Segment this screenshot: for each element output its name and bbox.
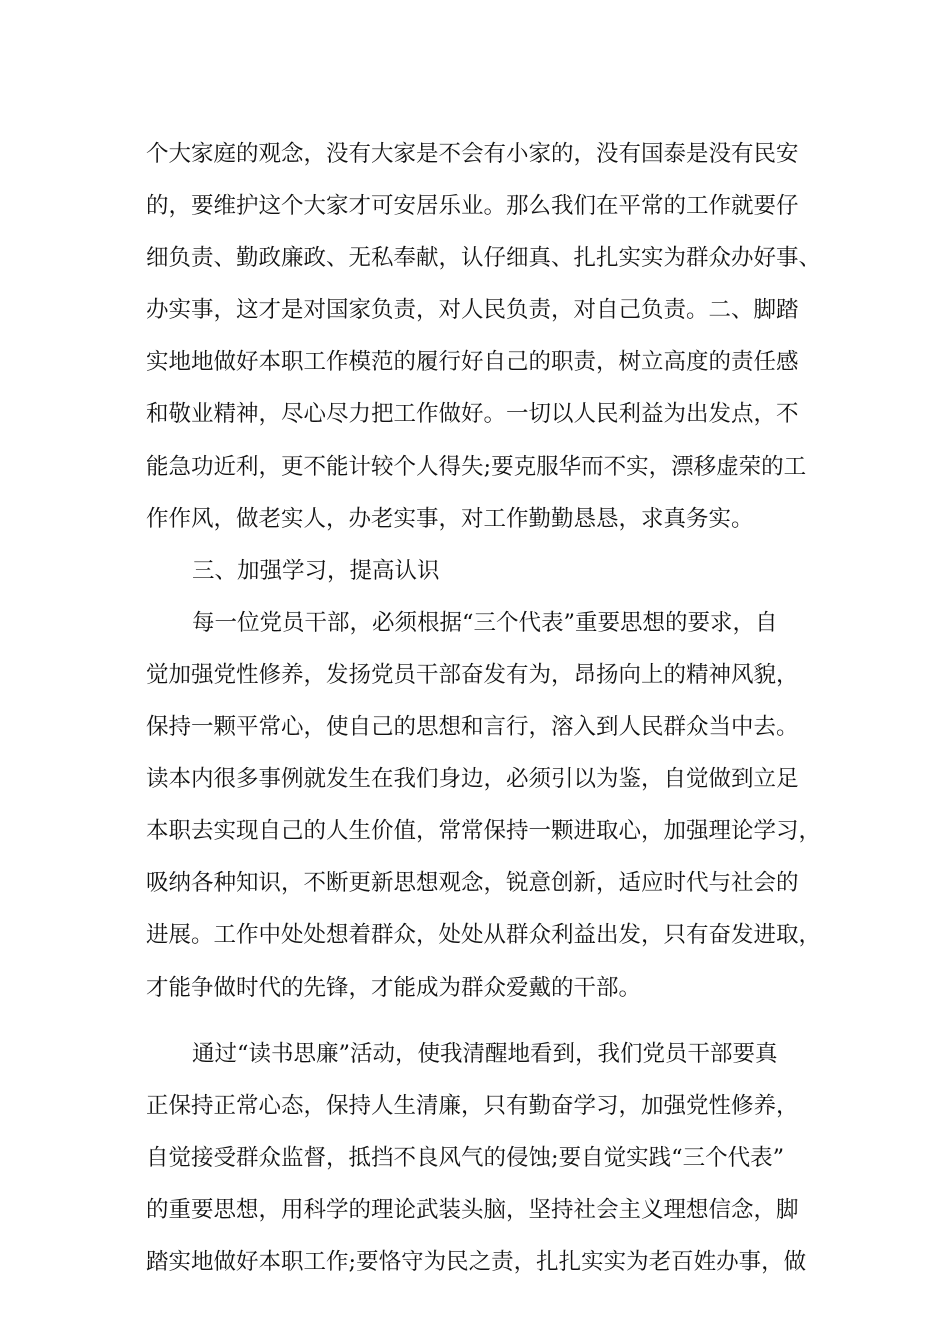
text-line: 保持一颗平常心，使自己的思想和言行，溶入到人民群众当中去。 xyxy=(146,714,799,741)
text-line: 的重要思想，用科学的理论武装头脑，坚持社会主义理想信念，脚 xyxy=(146,1196,799,1223)
text-line: 和敬业精神，尽心尽力把工作做好。一切以人民利益为出发点，不 xyxy=(146,401,799,428)
text-line: 作作风，做老实人，办老实事，对工作勤勤恳恳，求真务实。 xyxy=(146,505,754,532)
text-line: 的，要维护这个大家才可安居乐业。那么我们在平常的工作就要仔 xyxy=(146,193,799,220)
paragraph-1 xyxy=(146,128,836,545)
text-line: 实地地做好本职工作模范的履行好自己的职责，树立高度的责任感 xyxy=(146,349,799,376)
section-heading xyxy=(146,545,836,597)
text-line: 个大家庭的观念，没有大家是不会有小家的，没有国泰是没有民安 xyxy=(146,141,799,167)
paragraph-gap xyxy=(146,1014,836,1028)
paragraph-3 xyxy=(146,1028,836,1288)
text-line: 进展。工作中处处想着群众，处处从群众利益出发，只有奋发进取， xyxy=(146,922,822,949)
text-line: 本职去实现自己的人生价值，常常保持一颗进取心，加强理论学习， xyxy=(146,818,822,845)
text-line: 才能争做时代的先锋，才能成为群众爱戴的干部。 xyxy=(146,974,642,1001)
document-body xyxy=(146,128,836,1288)
text-line: 踏实地做好本职工作;要恪守为民之责，扎扎实实为老百姓办事，做 xyxy=(146,1248,807,1275)
text-line: 吸纳各种知识，不断更新思想观念，锐意创新，适应时代与社会的 xyxy=(146,870,799,897)
paragraph-2 xyxy=(146,597,836,1014)
text-line: 每一位党员干部，必须根据“三个代表”重要思想的要求，自 xyxy=(192,609,778,636)
text-line: 办实事，这才是对国家负责，对人民负责，对自己负责。二、脚踏 xyxy=(146,297,799,324)
text-line: 细负责、勤政廉政、无私奉献，认仔细真、扎扎实实为群众办好事、 xyxy=(146,245,822,272)
text-line: 正保持正常心态，保持人生清廉，只有勤奋学习，加强党性修养， xyxy=(146,1092,799,1119)
text-line: 读本内很多事例就发生在我们身边，必须引以为鉴，自觉做到立足 xyxy=(146,766,799,793)
text-line: 自觉接受群众监督，抵挡不良风气的侵蚀;要自觉实践“三个代表” xyxy=(146,1144,785,1171)
text-line: 觉加强党性修养，发扬党员干部奋发有为，昂扬向上的精神风貌， xyxy=(146,661,799,688)
text-line: 通过“读书思廉”活动，使我清醒地看到，我们党员干部要真 xyxy=(192,1040,778,1067)
section-heading-text: 三、加强学习，提高认识 xyxy=(192,557,440,584)
text-line: 能急功近利，更不能计较个人得失;要克服华而不实，漂移虚荣的工 xyxy=(146,453,807,480)
